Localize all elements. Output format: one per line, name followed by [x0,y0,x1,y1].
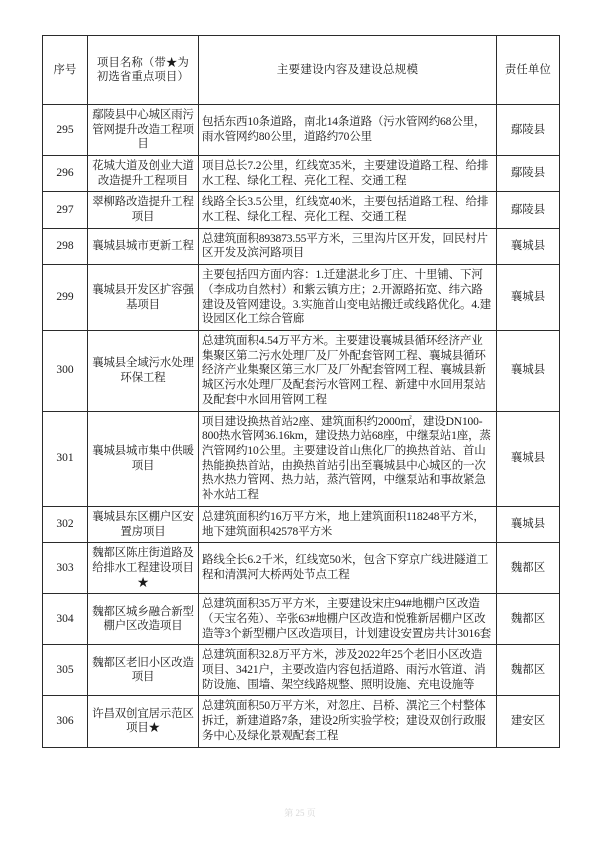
cell-description: 包括东西10条道路，南北14条道路（污水管网约68公里，雨水管网约80公里，道路约70公里 [199,105,497,156]
cell-project-name: 襄城县开发区扩容强基项目 [88,265,199,331]
table-row [43,228,560,264]
table-body [43,105,560,748]
cell-responsible-unit: 襄城县 [497,265,560,331]
page-footer: 第 25 页 [284,808,316,818]
table-row [43,155,560,191]
cell-responsible-unit: 魏都区 [497,543,560,594]
cell-responsible-unit: 鄢陵县 [497,192,560,228]
cell-responsible-unit: 建安区 [497,696,560,747]
table-row [43,265,560,331]
table-row [43,411,560,506]
cell-project-name: 襄城县城市集中供暖项目 [88,411,199,506]
cell-responsible-unit: 魏都区 [497,594,560,645]
cell-description: 路线全长6.2千米，红线宽50米，包含下穿京广线进隧道工程和清潩河大桥两处节点工程 [199,543,497,594]
cell-project-name: 魏都区城乡融合新型棚户区改造项目 [88,594,199,645]
column-header-description: 主要建设内容及建设总规模 [199,36,497,105]
cell-sequence: 305 [43,645,88,696]
cell-sequence: 295 [43,105,88,156]
cell-responsible-unit: 鄢陵县 [497,155,560,191]
table-row [43,105,560,156]
project-table [42,35,560,748]
cell-project-name: 花城大道及创业大道改造提升工程项目 [88,155,199,191]
table-row [43,543,560,594]
cell-description: 主要包括四方面内容：1.迁建湛北乡丁庄、十里铺、下河（李成功自然村）和紫云镇方庄；2.开源路拓宽、纬六路建设及管网建设。3.实施首山变电站搬迁或线路优化。4.建设园区化工综合管廊 [199,265,497,331]
table-row [43,192,560,228]
cell-description: 总建筑面积约16万平方米，地上建筑面积118248平方米，地下建筑面积42578平方米 [199,506,497,542]
table-row [43,696,560,747]
table-header [43,36,560,105]
cell-responsible-unit: 襄城县 [497,411,560,506]
cell-project-name: 鄢陵县中心城区雨污管网提升改造工程项目 [88,105,199,156]
cell-project-name: 襄城县东区棚户区安置房项目 [88,506,199,542]
cell-project-name: 襄城县城市更新工程 [88,228,199,264]
cell-sequence: 301 [43,411,88,506]
project-table-container [42,35,559,748]
cell-project-name: 魏都区陈庄街道路及给排水工程建设项目★ [88,543,199,594]
cell-sequence: 300 [43,330,88,411]
cell-sequence: 297 [43,192,88,228]
cell-responsible-unit: 鄢陵县 [497,105,560,156]
cell-description: 线路全长3.5公里，红线宽40米，主要包括道路工程、给排水工程、绿化工程、亮化工程、交通工程 [199,192,497,228]
cell-sequence: 296 [43,155,88,191]
cell-sequence: 304 [43,594,88,645]
column-header-project-name: 项目名称（带★为初选省重点项目） [88,36,199,105]
cell-sequence: 298 [43,228,88,264]
cell-description: 项目建设换热首站2座、建筑面积约2000㎡，建设DN100-800热水管网36.16km，建设热力站68座，中继泵站1座，蒸汽管网约10公里。主要建设首山焦化厂的换热首站、首山热能换热首站，由换热首站引出至襄城县中心城区的一次热水热力管网、热力站，蒸汽管网，中继泵站和事故紧急补水站工程 [199,411,497,506]
column-header-sequence: 序号 [43,36,88,105]
cell-project-name: 许昌双创宜居示范区项目★ [88,696,199,747]
table-row [43,645,560,696]
column-header-responsible-unit: 责任单位 [497,36,560,105]
cell-description: 总建筑面积50万平方米，对忽庄、吕桥、潩沱三个村整体拆迁，新建道路7条，建设2所实验学校；建设双创行政服务中心及绿化景观配套工程 [199,696,497,747]
cell-responsible-unit: 魏都区 [497,645,560,696]
table-row [43,330,560,411]
cell-description: 总建筑面积4.54万平方米。主要建设襄城县循环经济产业集聚区第二污水处理厂及厂外配套管网工程、襄城县循环经济产业集聚区第三水厂及厂外配套管网工程、襄城县新城区污水处理厂及配套污水管网工程、新建中水回用泵站及配套中水回用管网工程 [199,330,497,411]
table-row [43,594,560,645]
cell-sequence: 303 [43,543,88,594]
cell-sequence: 302 [43,506,88,542]
cell-description: 总建筑面积32.8万平方米，涉及2022年25个老旧小区改造项目、3421户，主要改造内容包括道路、雨污水管道、消防设施、围墙、架空线路规整、照明设施、充电设施等 [199,645,497,696]
cell-sequence: 299 [43,265,88,331]
table-row [43,506,560,542]
table-header-row [43,36,560,105]
cell-project-name: 襄城县全域污水处理环保工程 [88,330,199,411]
cell-responsible-unit: 襄城县 [497,330,560,411]
cell-responsible-unit: 襄城县 [497,228,560,264]
cell-project-name: 翠柳路改造提升工程项目 [88,192,199,228]
cell-description: 总建筑面积893873.55平方米，三里沟片区开发，回民村片区开发及滨河路项目 [199,228,497,264]
cell-responsible-unit: 襄城县 [497,506,560,542]
cell-project-name: 魏都区老旧小区改造项目 [88,645,199,696]
cell-description: 总建筑面积35万平方米，主要建设宋庄94#地棚户区改造（天宝名苑）、辛张63#地棚户区改造和悦雅新居棚户区改造等3个新型棚户区改造项目，计划建设安置房共计3016套 [199,594,497,645]
cell-sequence: 306 [43,696,88,747]
cell-description: 项目总长7.2公里，红线宽35米，主要建设道路工程、给排水工程、绿化工程、亮化工程、交通工程 [199,155,497,191]
